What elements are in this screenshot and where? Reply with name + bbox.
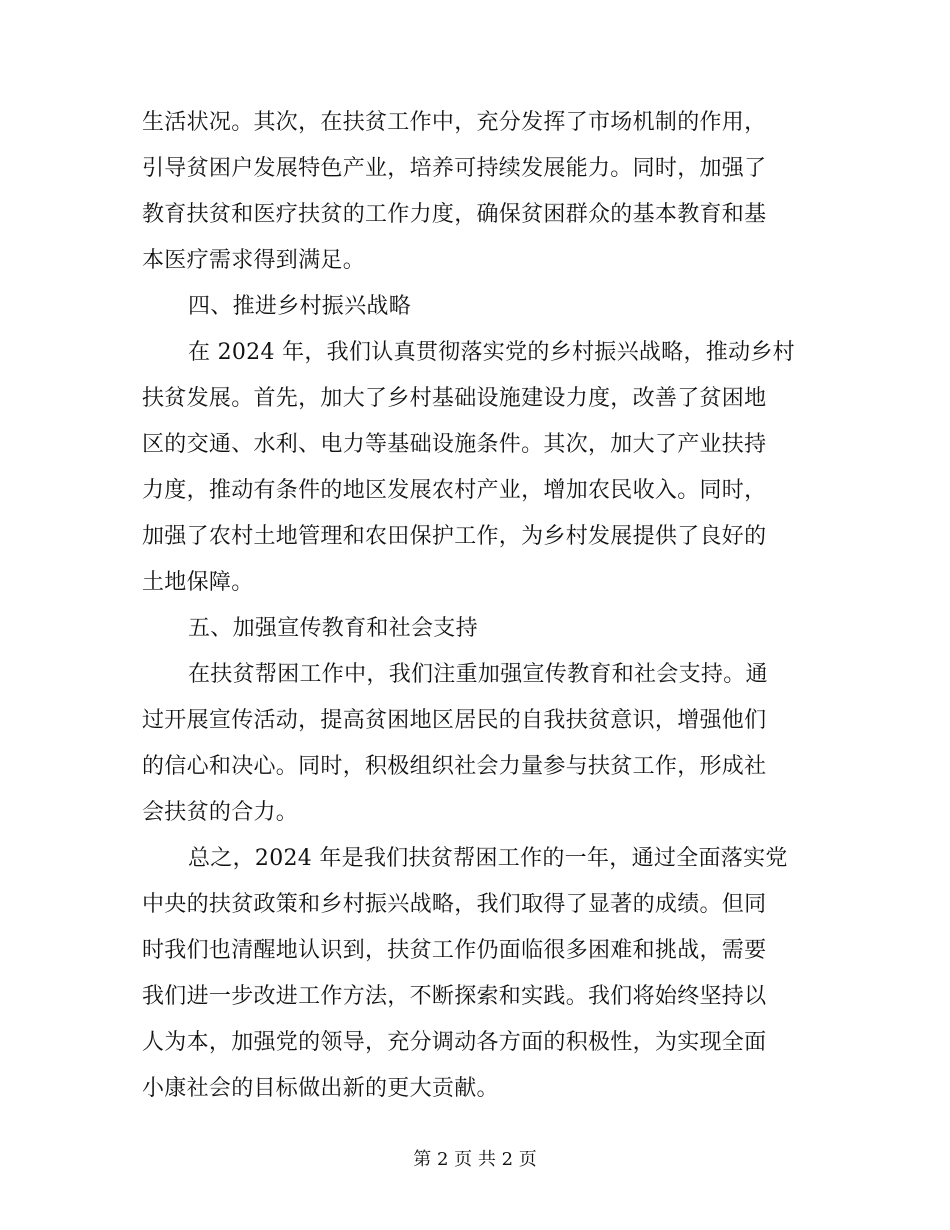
body-line: 过开展宣传活动，提高贫困地区居民的自我扶贫意识，增强他们	[142, 708, 767, 733]
section-heading-4: 四、推进乡村振兴战略	[188, 294, 412, 319]
body-line: 的信心和决心。同时，积极组织社会力量参与扶贫工作，形成社	[142, 754, 767, 779]
body-line: 引导贫困户发展特色产业，培养可持续发展能力。同时，加强了	[142, 156, 767, 181]
body-line: 我们进一步改进工作方法，不断探索和实践。我们将始终坚持以	[142, 984, 767, 1009]
body-line: 教育扶贫和医疗扶贫的工作力度，确保贫困群众的基本教育和基	[142, 202, 767, 227]
document-body	[142, 100, 810, 1112]
body-line: 力度，推动有条件的地区发展农村产业，增加农民收入。同时，	[142, 478, 767, 503]
body-line: 本医疗需求得到满足。	[142, 248, 366, 273]
body-line: 加强了农村土地管理和农田保护工作，为乡村发展提供了良好的	[142, 524, 767, 549]
body-line: 小康社会的目标做出新的更大贡献。	[142, 1076, 499, 1101]
body-line: 生活状况。其次，在扶贫工作中，充分发挥了市场机制的作用，	[142, 110, 767, 135]
body-line: 时我们也清醒地认识到，扶贫工作仍面临很多困难和挑战，需要	[142, 938, 767, 963]
body-line: 区的交通、水利、电力等基础设施条件。其次，加大了产业扶持	[142, 432, 767, 457]
body-line: 土地保障。	[142, 570, 254, 595]
body-line: 在扶贫帮困工作中，我们注重加强宣传教育和社会支持。通	[188, 662, 768, 687]
page-number-footer: 第 2 页 共 2 页	[413, 1149, 537, 1170]
body-line: 中央的扶贫政策和乡村振兴战略，我们取得了显著的成绩。但同	[142, 892, 767, 917]
body-line: 扶贫发展。首先，加大了乡村基础设施建设力度，改善了贫困地	[142, 386, 767, 411]
body-line: 在 2024 年，我们认真贯彻落实党的乡村振兴战略，推动乡村	[188, 340, 795, 365]
body-line: 总之，2024 年是我们扶贫帮困工作的一年，通过全面落实党	[188, 846, 788, 871]
body-line: 人为本，加强党的领导，充分调动各方面的积极性，为实现全面	[142, 1030, 767, 1055]
section-heading-5: 五、加强宣传教育和社会支持	[188, 616, 478, 641]
body-line: 会扶贫的合力。	[142, 800, 299, 825]
